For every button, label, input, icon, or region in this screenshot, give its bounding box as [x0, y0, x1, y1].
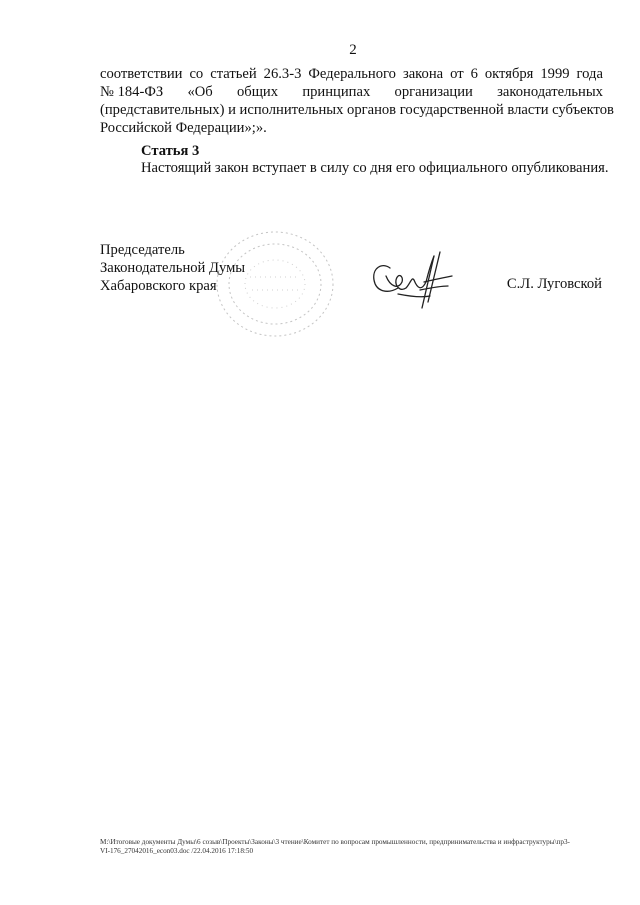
word: законодательных — [497, 84, 603, 100]
footer-line-1: M:\Итоговые документы Думы\6 созыв\Проекты\Законы\3 чтение\Комитет по вопросам промышленности, предпринимательства и инфраструктуры\пр3- — [100, 838, 570, 846]
signer-name: С.Л. Луговской — [506, 276, 602, 292]
word: общих — [236, 84, 279, 100]
word: организации — [394, 84, 473, 100]
word: Федерального — [308, 66, 396, 82]
word: № 184-ФЗ — [100, 84, 164, 100]
word: соответствии — [100, 66, 183, 82]
word: статьей — [210, 66, 257, 82]
paragraph-line-2 — [100, 83, 603, 101]
page-number: 2 — [349, 42, 357, 58]
word: 26.3-3 — [263, 66, 302, 82]
word: со — [189, 66, 204, 82]
paragraph-line-4: Российской Федерации»;». — [100, 120, 267, 136]
footer-line-2: VI-176_27042016_econ03.doc /22.04.2016 17:18:50 — [100, 847, 254, 855]
signatory-block — [100, 241, 245, 295]
word: «Об — [187, 84, 213, 100]
word: закона — [402, 66, 444, 82]
signatory-line-3: Хабаровского края — [100, 278, 217, 294]
file-path-footer — [100, 838, 610, 856]
signatory-line-2: Законодательной Думы — [100, 260, 246, 276]
handwritten-signature — [368, 246, 464, 316]
paragraph-line-1 — [100, 65, 603, 83]
article-title: Статья 3 — [141, 143, 200, 159]
word: принципах — [302, 84, 371, 100]
word: 1999 — [540, 66, 570, 82]
word: года — [576, 66, 603, 82]
word: 6 — [470, 66, 478, 82]
paragraph-continuation — [100, 65, 614, 137]
word: от — [450, 66, 464, 82]
signatory-line-1: Председатель — [100, 242, 185, 258]
word: октября — [484, 66, 534, 82]
paragraph-line-3: (представительных) и исполнительных органов государственной власти субъектов — [100, 102, 614, 118]
article-body: Настоящий закон вступает в силу со дня его официального опубликования. — [141, 160, 609, 176]
